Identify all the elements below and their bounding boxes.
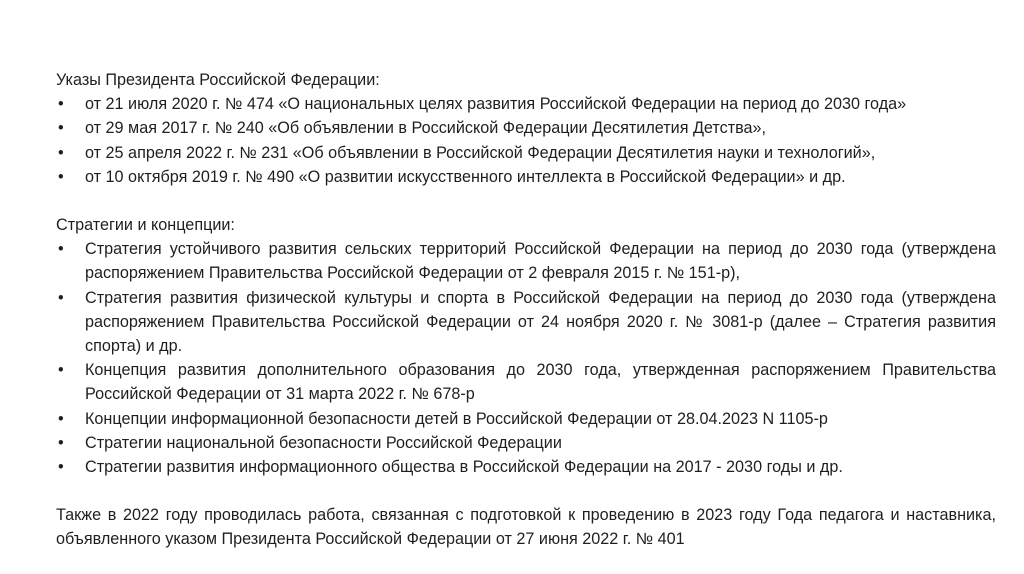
decree-item bbox=[56, 141, 996, 165]
strategy-item-text: Стратегии национальной безопасности Российской Федерации bbox=[85, 433, 562, 452]
bullet-icon: • bbox=[58, 458, 64, 477]
strategy-item-text: Стратегия устойчивого развития сельских территорий Российской Федерации на период до 2030 года (утверждена распоряжением Правительства Российской Федерации от 2 февраля 2015 г. № 151-р), bbox=[85, 240, 996, 283]
decrees-list bbox=[56, 92, 996, 189]
bullet-icon: • bbox=[58, 433, 64, 452]
strategy-item-text: Концепция развития дополнительного образования до 2030 года, утвержденная распоряжением Правительства Российской Федерации от 31 марта 2022 г. № 678-р bbox=[85, 361, 996, 404]
section-spacer bbox=[56, 189, 996, 213]
decree-item-text: от 25 апреля 2022 г. № 231 «Об объявлении в Российской Федерации Десятилетия науки и технологий», bbox=[85, 143, 876, 162]
decrees-heading: Указы Президента Российской Федерации: bbox=[56, 71, 380, 89]
strategy-item-text: Стратегия развития физической культуры и спорта в Российской Федерации на период до 2030 года (утверждена распоряжением Правительства Российской Федерации от 24 ноября 2020 г. № 3081-р (далее – Стратегия развития спорта) и др. bbox=[85, 288, 996, 356]
section-spacer bbox=[56, 479, 996, 503]
decree-item bbox=[56, 165, 996, 189]
closing-paragraph: Также в 2022 году проводилась работа, связанная с подготовкой к проведению в 2023 году Года педагога и наставника, объявленного указом Президента Российской Федерации от 27 июня 2022 г. № 401 bbox=[56, 506, 996, 549]
decree-item-text: от 21 июля 2020 г. № 474 «О национальных целях развития Российской Федерации на период до 2030 года» bbox=[85, 95, 907, 114]
decree-item bbox=[56, 92, 996, 116]
strategy-item bbox=[56, 286, 996, 359]
strategy-item bbox=[56, 407, 996, 431]
strategy-item-text: Стратегии развития информационного общества в Российской Федерации на 2017 - 2030 годы и др. bbox=[85, 458, 843, 477]
bullet-icon: • bbox=[58, 119, 64, 138]
decree-item-text: от 29 мая 2017 г. № 240 «Об объявлении в Российской Федерации Десятилетия Детства», bbox=[85, 119, 767, 138]
bullet-icon: • bbox=[58, 361, 64, 380]
strategy-item bbox=[56, 358, 996, 406]
bullet-icon: • bbox=[58, 240, 64, 259]
decree-item bbox=[56, 116, 996, 140]
strategies-list bbox=[56, 237, 996, 479]
bullet-icon: • bbox=[58, 143, 64, 162]
bullet-icon: • bbox=[58, 95, 64, 114]
strategy-item bbox=[56, 237, 996, 285]
bullet-icon: • bbox=[58, 409, 64, 428]
bullet-icon: • bbox=[58, 167, 64, 186]
decree-item-text: от 10 октября 2019 г. № 490 «О развитии искусственного интеллекта в Российской Федерации» и др. bbox=[85, 167, 846, 186]
strategy-item bbox=[56, 455, 996, 479]
strategy-item-text: Концепции информационной безопасности детей в Российской Федерации от 28.04.2023 N 1105-р bbox=[85, 409, 828, 428]
slide-content bbox=[56, 68, 996, 552]
bullet-icon: • bbox=[58, 288, 64, 307]
strategies-heading: Стратегии и концепции: bbox=[56, 216, 235, 235]
strategy-item bbox=[56, 431, 996, 455]
